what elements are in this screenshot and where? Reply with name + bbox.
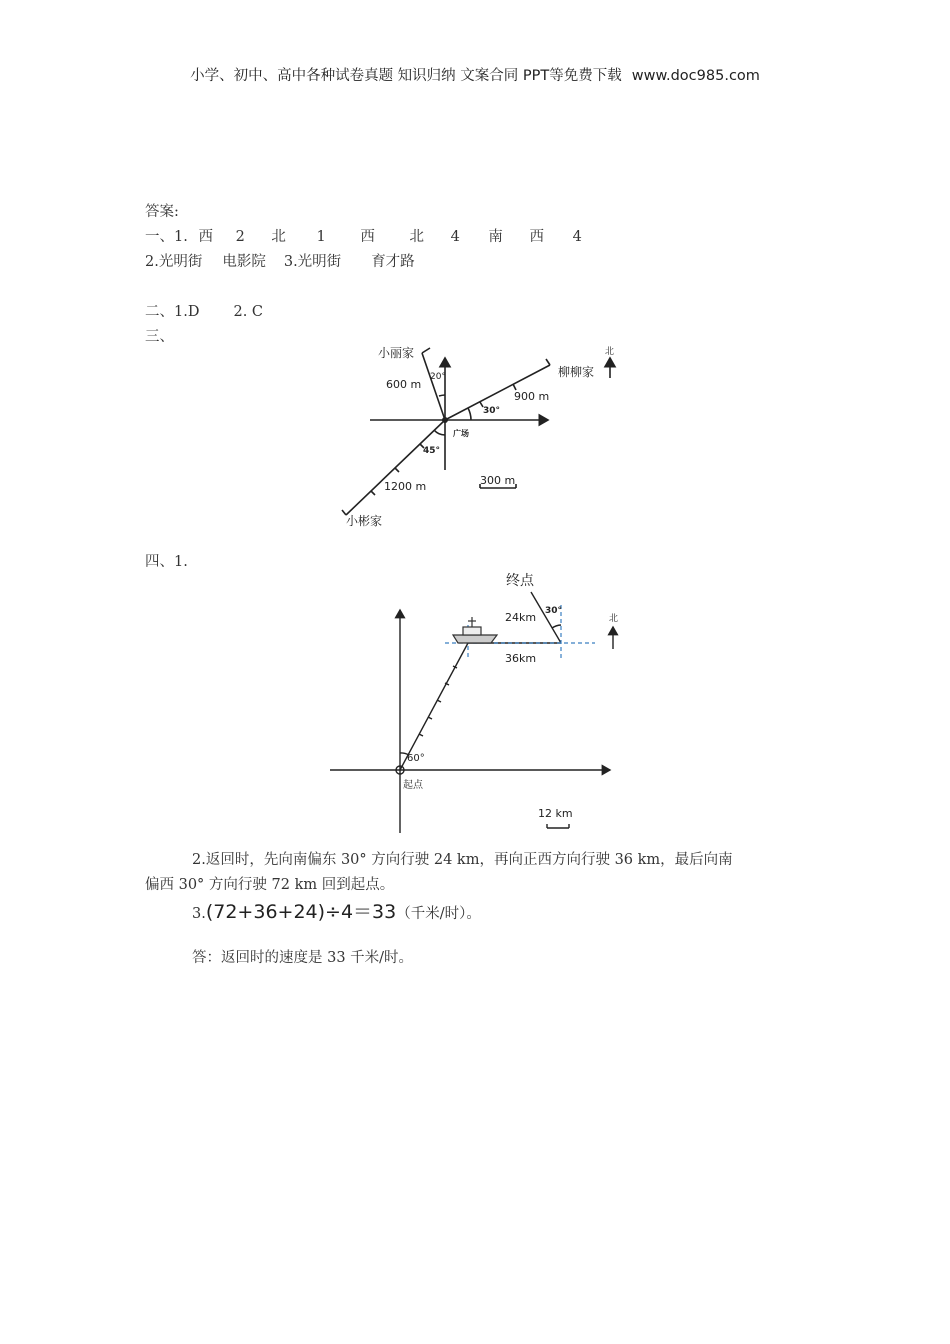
q2-answer: 电影院 (222, 254, 266, 270)
blank: 西 (198, 229, 213, 245)
page-header (0, 64, 950, 85)
center-label: 广场 (453, 429, 469, 438)
distance-36: 36km (505, 652, 537, 665)
part4-label: 四、1. (145, 554, 188, 570)
start-label: 起点 (403, 780, 423, 791)
blank: 4 (572, 229, 582, 245)
liuliu-label: 柳柳家 (558, 365, 595, 379)
q3-line (192, 897, 481, 924)
angle-30: 30° (545, 606, 563, 616)
xiaobin-angle: 45° (423, 446, 441, 456)
xiaobin-distance: 1200 m (384, 480, 427, 493)
liuliu-distance: 900 m (514, 390, 550, 403)
part1-line2 (145, 250, 415, 271)
direction-figure-1 (330, 340, 630, 535)
scale-label: 300 m (480, 474, 516, 487)
part2-q2: 2. C (233, 304, 264, 320)
angle-60: 60° (407, 753, 425, 764)
xiaoli-angle: 20° (430, 372, 446, 382)
q3-prefix: 3. (192, 906, 206, 922)
end-label: 终点 (506, 573, 534, 589)
q3-unit: （千米/时）。 (396, 906, 481, 922)
direction-figure-2 (325, 565, 625, 835)
part1-line1 (145, 225, 582, 246)
q3-equation: (72+36+24)÷4＝33 (205, 901, 397, 923)
q2-label: 2.光明街 (145, 254, 203, 270)
blank: 西 (360, 229, 375, 245)
header-url[interactable]: www.doc985.com (631, 68, 760, 84)
q2-line2: 偏西 30° 方向行驶 72 km 回到起点。 (145, 877, 395, 893)
xiaobin-label: 小彬家 (346, 514, 383, 528)
part2-line (145, 300, 263, 321)
xiaoli-distance: 600 m (386, 378, 422, 391)
q3-label: 3.光明街 (283, 254, 342, 270)
scale-label-2: 12 km (538, 807, 573, 820)
blank: 南 (488, 229, 503, 245)
part3-label: 三、 (145, 329, 174, 345)
north-label: 北 (605, 347, 615, 357)
ship-icon (453, 617, 497, 643)
blank: 4 (450, 229, 460, 245)
final-answer: 答：返回时的速度是 33 千米/时。 (192, 950, 414, 966)
blank: 西 (529, 229, 545, 245)
liuliu-angle: 30° (483, 406, 501, 416)
blank: 1 (316, 229, 326, 245)
q3-answer: 育才路 (371, 254, 415, 270)
blank: 2 (235, 229, 245, 245)
header-text: 小学、初中、高中各种试卷真题 知识归纳 文案合同 PPT等免费下载 (190, 68, 622, 84)
blank: 北 (271, 229, 286, 245)
answers-title: 答案: (145, 204, 179, 220)
part1-label: 一、1. (145, 229, 188, 245)
part2-label: 二、1.D (145, 304, 200, 320)
xiaoli-label: 小丽家 (378, 346, 415, 360)
north-label-2: 北 (609, 614, 619, 624)
center-point (442, 417, 448, 423)
q2-line1: 2.返回时，先向南偏东 30° 方向行驶 24 km，再向正西方向行驶 36 km，最后向南 (192, 852, 733, 868)
distance-24: 24km (505, 611, 537, 624)
blank: 北 (409, 229, 424, 245)
